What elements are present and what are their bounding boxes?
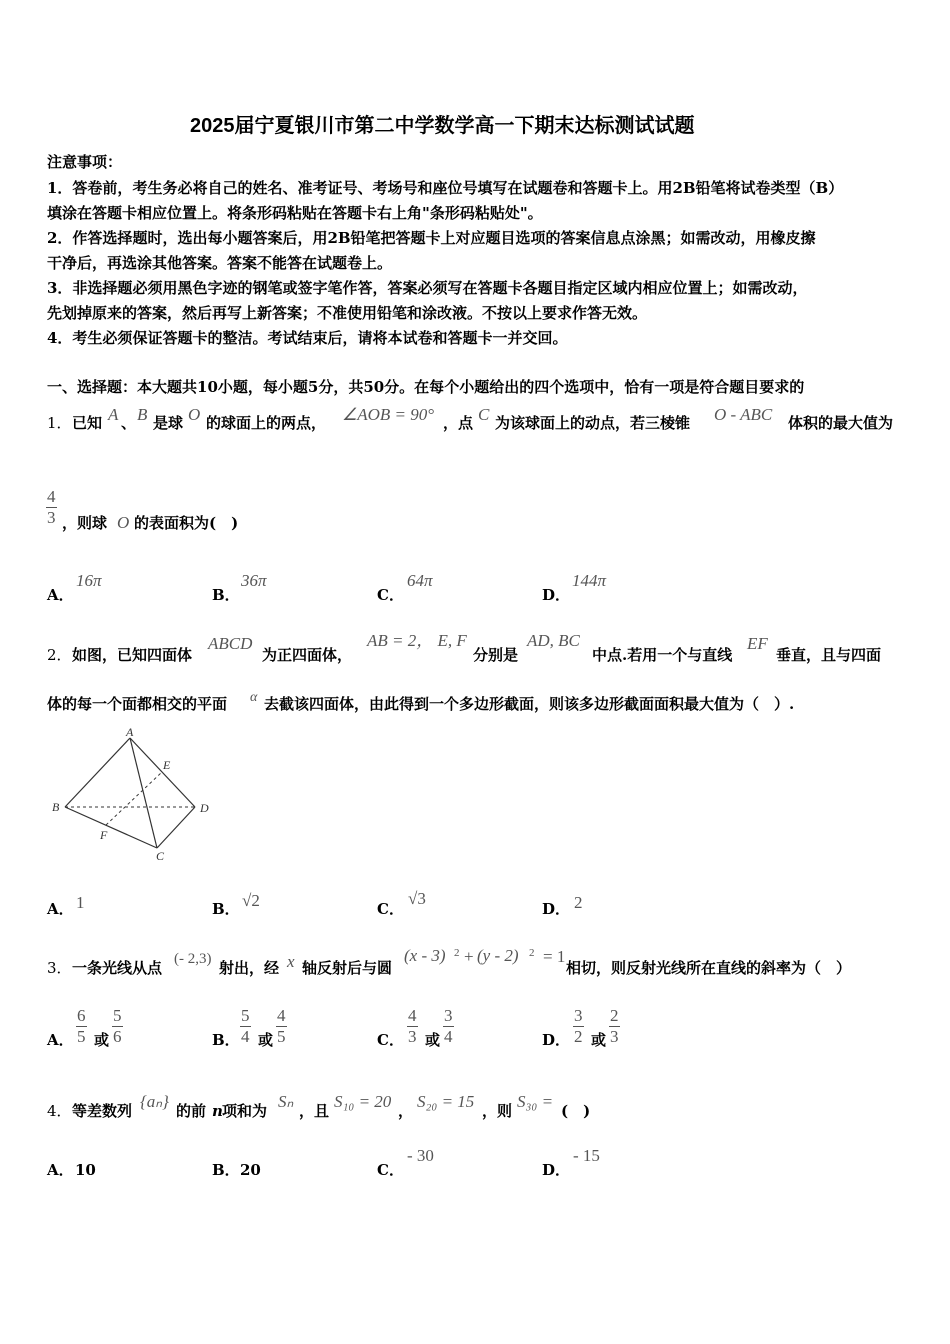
option-label: B． (212, 586, 240, 604)
option-value: 20 (240, 1161, 261, 1179)
option-label: D． (542, 586, 571, 604)
question-text: 的前 (176, 1102, 207, 1120)
math-s20: S₂₀ = 15 (417, 1092, 475, 1111)
fraction-denominator: 6 (113, 1027, 122, 1046)
fraction-four-thirds (46, 488, 57, 527)
question-text: 等差数列 (72, 1102, 133, 1120)
math-abcd: ABCD (208, 634, 253, 653)
tetrahedron-figure (40, 722, 230, 868)
math-c: C (478, 405, 490, 424)
option-label: A． (47, 1031, 74, 1049)
fraction-denominator: 3 (408, 1027, 417, 1046)
fraction-numerator: 6 (77, 1006, 86, 1025)
label-a: A (126, 725, 134, 739)
notice-line: 1．答卷前，考生务必将自己的姓名、准考证号、考场号和座位号填写在试题卷和答题卡上。用2B铅笔将试卷类型（B） (47, 179, 844, 197)
question-text: 的球面上的两点， (206, 414, 327, 432)
math-o: O (117, 513, 130, 532)
fraction-numerator: 4 (277, 1006, 286, 1025)
option-value: 16π (76, 571, 102, 590)
question-text: 中点.若用一个与直线 (592, 646, 733, 664)
fraction-denominator: 2 (574, 1027, 583, 1046)
option-label: D． (542, 1161, 571, 1179)
option-label: B． (212, 1161, 240, 1179)
math-sn: Sₙ (278, 1092, 294, 1111)
math-exponent: 2 (529, 947, 535, 959)
option-value: √2 (242, 891, 260, 910)
label-d: D (200, 801, 209, 815)
math-exponent: 2 (454, 947, 460, 959)
page-title: 2025届宁夏银川市第二中学数学高一下期末达标测试试题 (190, 115, 695, 137)
fraction (573, 1007, 584, 1046)
edge-bc (65, 807, 157, 848)
or-text: 或 (425, 1031, 441, 1049)
question-text: ，则球 (62, 514, 108, 532)
or-text: 或 (94, 1031, 110, 1049)
math-circle-term: (x - 3) (404, 946, 446, 965)
label-c: C (156, 849, 165, 863)
fraction (76, 1007, 87, 1046)
or-text: 或 (258, 1031, 274, 1049)
math-x-axis: x (287, 952, 295, 971)
option-value: 1 (76, 893, 85, 912)
label-b: B (52, 800, 60, 814)
notice-line: 填涂在答题卡相应位置上。将条形码粘贴在答题卡右上角"条形码粘贴处"。 (47, 204, 543, 222)
fraction (443, 1007, 454, 1046)
notice-line: 先划掉原来的答案，然后再写上新答案；不准使用铅笔和涂改液。不按以上要求作答无效。 (47, 304, 648, 322)
question-text: 项和为 (222, 1102, 268, 1120)
section-heading: 一、选择题：本大题共10小题，每小题5分，共50分。在每个小题给出的四个选项中，恰有一项是符合题目要求的 (47, 378, 805, 396)
math-point: (- 2,3) (174, 951, 212, 967)
math-s30: S₃₀ = (517, 1092, 554, 1111)
fraction-numerator: 5 (113, 1006, 122, 1025)
option-value: 64π (407, 571, 433, 590)
math-ad-bc: AD, BC (527, 631, 580, 650)
notice-line: 3．非选择题必须用黑色字迹的钢笔或签字笔作答，答案必须写在答题卡各题目指定区域内相应位置上；如需改动， (47, 279, 808, 297)
option-label: D． (542, 900, 571, 918)
math-pyramid: O - ABC (714, 405, 773, 424)
question-text: 如图，已知四面体 (72, 646, 193, 664)
math-angle-aob: ∠AOB = 90° (342, 405, 435, 424)
notice-line: 2．作答选择题时，选出每小题答案后，用2B铅笔把答题卡上对应题目选项的答案信息点涂黑；如需改动，用橡皮擦 (47, 229, 816, 247)
option-label: D． (542, 1031, 571, 1049)
math-equals: = 1 (543, 947, 566, 966)
fraction-denominator: 5 (77, 1027, 86, 1046)
fraction-denominator: 4 (444, 1027, 453, 1046)
math-alpha: α (250, 690, 258, 705)
question-text: 为正四面体， (262, 646, 353, 664)
question-text: 分别是 (473, 646, 519, 664)
question-text: 轴反射后与圆 (302, 959, 393, 977)
notice-line: 干净后，再选涂其他答案。答案不能答在试题卷上。 (47, 254, 393, 272)
math-o: O (188, 405, 201, 424)
option-value: √3 (408, 889, 426, 908)
fraction-denominator: 3 (47, 508, 56, 527)
question-text: 相切，则反射光线所在直线的斜率为（ ） (566, 959, 852, 977)
edge-cd (157, 807, 195, 848)
option-label: C． (377, 1161, 404, 1179)
fraction (407, 1007, 418, 1046)
fraction-numerator: 3 (574, 1006, 583, 1025)
question-text: 、 (121, 414, 137, 432)
edge-ad (130, 738, 195, 807)
option-value: - 15 (573, 1146, 600, 1165)
math-circle-term: (y - 2) (477, 946, 519, 965)
fraction (112, 1007, 123, 1046)
label-e: E (163, 758, 171, 772)
option-value: 144π (572, 571, 607, 590)
option-value: 36π (241, 571, 267, 590)
fraction (240, 1007, 251, 1046)
or-text: 或 (591, 1031, 607, 1049)
question-text: 已知 (72, 414, 103, 432)
question-text: 的表面积为( ) (134, 514, 239, 532)
option-label: C． (377, 586, 404, 604)
option-label: C． (377, 900, 404, 918)
math-sequence: {aₙ} (140, 1092, 169, 1111)
option-value: 2 (574, 893, 583, 912)
math-n: n (212, 1102, 223, 1120)
option-value: - 30 (407, 1146, 434, 1165)
question-number: 3． (47, 959, 72, 977)
math-ef: EF (747, 634, 768, 653)
math-plus: + (464, 947, 474, 966)
edge-ab (65, 738, 130, 807)
question-text: 射出，经 (219, 959, 280, 977)
question-number: 4． (47, 1102, 72, 1120)
fraction (609, 1007, 620, 1046)
question-number: 1． (47, 414, 72, 432)
math-ab-ef: AB = 2， E, F (367, 631, 467, 650)
question-text: ，且 (299, 1102, 330, 1120)
option-label: B． (212, 900, 240, 918)
question-text: 去截该四面体，由此得到一个多边形截面，则该多边形截面面积最大值为（ ）. (264, 695, 795, 713)
fraction (276, 1007, 287, 1046)
segment-ef-hidden (106, 772, 162, 825)
question-text: ， (398, 1102, 414, 1120)
question-number: 2． (47, 646, 72, 664)
option-value: 10 (75, 1161, 96, 1179)
question-text: 为该球面上的动点，若三棱锥 (495, 414, 691, 432)
fraction-denominator: 4 (241, 1027, 250, 1046)
option-label: A． (47, 900, 74, 918)
fraction-numerator: 2 (610, 1006, 619, 1025)
edge-ac (130, 738, 157, 848)
question-text: ( ) (561, 1102, 591, 1120)
option-label: B． (212, 1031, 240, 1049)
option-label: C． (377, 1031, 404, 1049)
fraction-numerator: 4 (408, 1006, 417, 1025)
fraction-numerator: 3 (444, 1006, 453, 1025)
question-text: ，点 (443, 414, 474, 432)
fraction-denominator: 3 (610, 1027, 619, 1046)
notice-line: 4．考生必须保证答题卡的整洁。考试结束后，请将本试卷和答题卡一并交回。 (47, 329, 568, 347)
question-text: ，则 (482, 1102, 513, 1120)
notice-heading: 注意事项： (47, 153, 123, 171)
option-label: A． (47, 1161, 74, 1179)
question-text: 体的每一个面都相交的平面 (47, 695, 228, 713)
fraction-numerator: 4 (47, 487, 56, 506)
question-text: 是球 (153, 414, 184, 432)
option-label: A． (47, 586, 74, 604)
question-text: 一条光线从点 (72, 959, 163, 977)
fraction-denominator: 5 (277, 1027, 286, 1046)
math-b: B (137, 405, 148, 424)
fraction-numerator: 5 (241, 1006, 250, 1025)
math-s10: S₁₀ = 20 (334, 1092, 392, 1111)
question-text: 垂直，且与四面 (776, 646, 882, 664)
math-a: A (108, 405, 119, 424)
label-f: F (100, 828, 108, 842)
question-text: 体积的最大值为 (788, 414, 894, 432)
